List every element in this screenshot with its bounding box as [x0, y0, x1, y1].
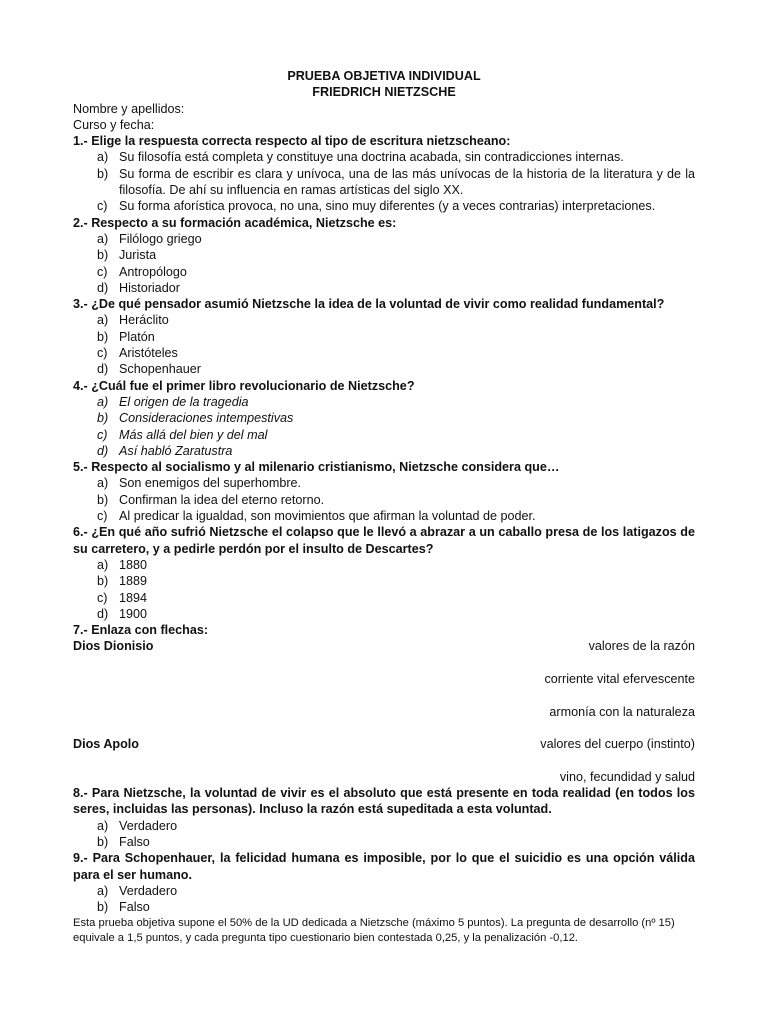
footer-note: Esta prueba objetiva supone el 50% de la UD dedicada a Nietzsche (máximo 5 puntos). La pregunta de desarrollo (nº 15) equivale a 1,5 puntos, y cada pregunta tipo cuestionario bien contestada 0,25, y la penalización -0,12. — [73, 917, 675, 945]
matching-area — [73, 638, 695, 785]
option-d[interactable]: d) Así habló Zaratustra — [97, 443, 233, 458]
name-field-label: Nombre y apellidos: — [73, 101, 185, 116]
match-right-4[interactable]: valores del cuerpo (instinto) — [540, 737, 695, 752]
option-c[interactable]: c) 1894 — [97, 590, 148, 605]
option-d[interactable]: d) Schopenhauer — [97, 362, 201, 377]
option-b[interactable]: b) Platón — [97, 329, 155, 344]
match-right-2[interactable]: corriente vital efervescente — [544, 671, 695, 686]
question-text: 9.- Para Schopenhauer, la felicidad humana es imposible, por lo que el suicidio es una opción válida para el ser humano. — [73, 851, 695, 882]
question-text: 6.- ¿En qué año sufrió Nietzsche el colapso que le llevó a abrazar a un caballo presa de los latigazos de su carretero, y a pedirle perdón por el insulto de Descartes? — [73, 525, 695, 556]
option-a[interactable]: a) Son enemigos del superhombre. — [97, 476, 302, 491]
option-c[interactable]: c) Antropólogo — [97, 264, 187, 279]
option-a[interactable]: a) Heráclito — [97, 313, 169, 328]
question-5 — [73, 459, 695, 524]
question-2 — [73, 215, 695, 296]
question-9 — [73, 850, 695, 915]
option-a[interactable]: a) El origen de la tragedia — [97, 394, 249, 409]
question-8 — [73, 785, 695, 850]
question-text: 5.- Respecto al socialismo y al milenario cristianismo, Nietzsche considera que… — [73, 460, 560, 475]
question-6 — [73, 524, 695, 622]
questions-list — [73, 133, 695, 622]
match-right-3[interactable]: armonía con la naturaleza — [549, 704, 695, 719]
question-text: 2.- Respecto a su formación académica, Nietzsche es: — [73, 215, 397, 230]
option-c[interactable]: c) Al predicar la igualdad, son movimientos que afirman la voluntad de poder. — [97, 509, 536, 524]
match-right-1[interactable]: valores de la razón — [588, 639, 695, 654]
option-b[interactable]: b) 1889 — [97, 574, 148, 589]
option-d[interactable]: d) Historiador — [97, 280, 180, 295]
question-text: 3.- ¿De qué pensador asumió Nietzsche la idea de la voluntad de vivir como realidad fundamental? — [73, 297, 665, 312]
question-text: 7.- Enlaza con flechas: — [73, 623, 209, 638]
question-1 — [73, 133, 695, 214]
option-b[interactable]: b) Jurista — [97, 248, 157, 263]
question-text: 4.- ¿Cuál fue el primer libro revolucionario de Nietzsche? — [73, 378, 415, 393]
option-b[interactable]: b) Confirman la idea del eterno retorno. — [97, 492, 325, 507]
option-a[interactable]: a) Su filosofía está completa y constituye una doctrina acabada, sin contradicciones internas. — [97, 150, 624, 165]
question-text: 1.- Elige la respuesta correcta respecto al tipo de escritura nietzscheano: — [73, 134, 511, 149]
title-line-1: PRUEBA OBJETIVA INDIVIDUAL — [287, 69, 481, 83]
option-b[interactable]: b) Su forma de escribir es clara y unívoca, una de las más unívocas de la historia de la literatura y de la filosofía. De ahí su influencia en ramas artísticas del siglo XX. — [97, 166, 695, 198]
course-field-label: Curso y fecha: — [73, 117, 155, 132]
question-text: 8.- Para Nietzsche, la voluntad de vivir es el absoluto que está presente en toda realidad (en todos los seres, incluidas las personas). Incluso la razón está supeditada a esta voluntad. — [73, 786, 695, 817]
option-c[interactable]: c) Aristóteles — [97, 346, 178, 361]
title-line-2: FRIEDRICH NIETZSCHE — [312, 85, 456, 100]
question-4 — [73, 378, 695, 459]
question-3 — [73, 296, 695, 377]
option-c[interactable]: c) Su forma aforística provoca, no una, sino muy diferentes (y a veces contrarias) interpretaciones. — [97, 199, 656, 214]
option-a[interactable]: a) Verdadero — [97, 818, 178, 833]
option-a[interactable]: a) Verdadero — [97, 883, 178, 898]
option-a[interactable]: a) 1880 — [97, 557, 148, 572]
option-a[interactable]: a) Filólogo griego — [97, 231, 202, 246]
option-d[interactable]: d) 1900 — [97, 606, 148, 621]
match-left-1[interactable]: Dios Dionisio — [73, 639, 154, 654]
match-left-2[interactable]: Dios Apolo — [73, 737, 139, 752]
option-b[interactable]: b) Falso — [97, 834, 150, 849]
question-7 — [73, 622, 695, 785]
option-b[interactable]: b) Consideraciones intempestivas — [97, 411, 294, 426]
option-c[interactable]: c) Más allá del bien y del mal — [97, 427, 268, 442]
match-right-5[interactable]: vino, fecundidad y salud — [559, 769, 695, 784]
option-b[interactable]: b) Falso — [97, 900, 150, 915]
